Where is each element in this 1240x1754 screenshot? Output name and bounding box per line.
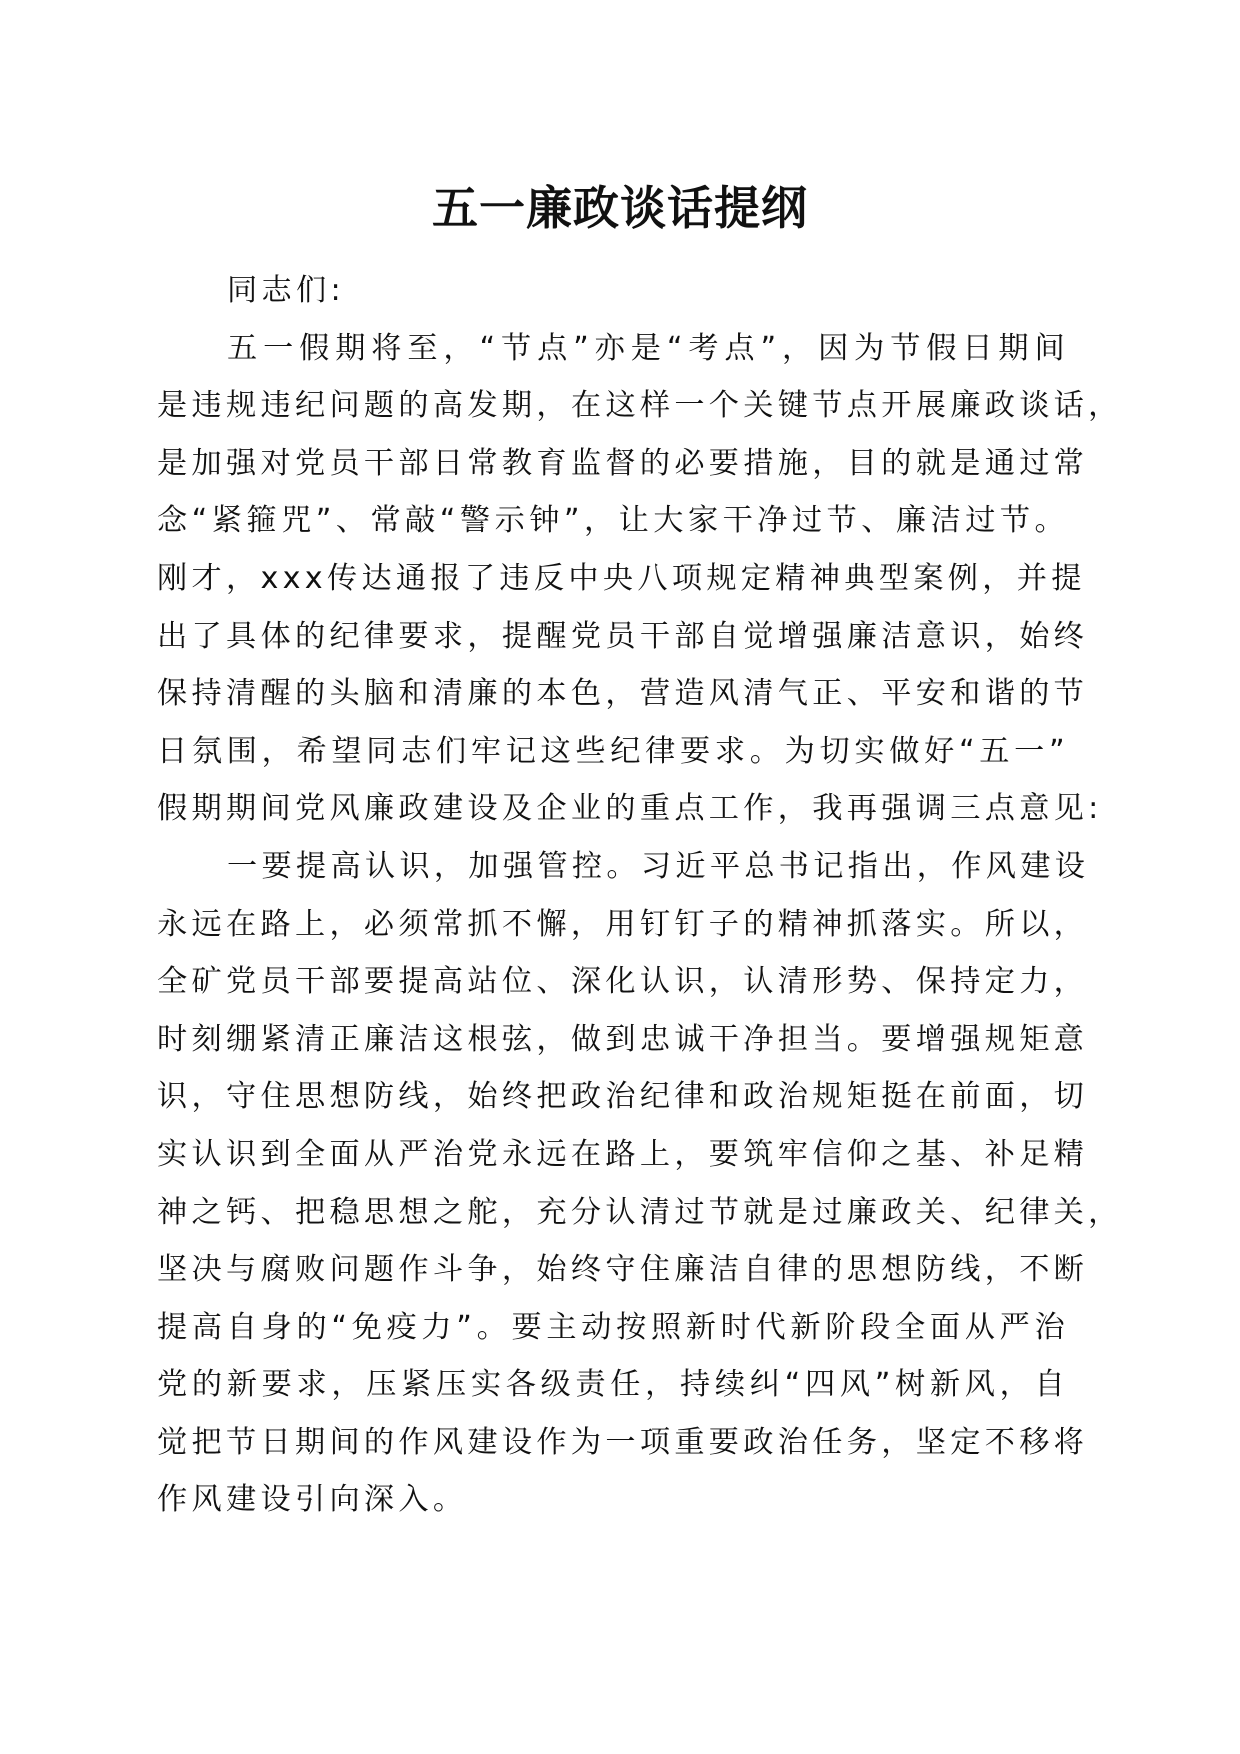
paragraph-line: 刚才，xxx传达通报了违反中央八项规定精神典型案例，并提 — [157, 560, 1086, 596]
paragraph-line: 实认识到全面从严治党永远在路上，要筑牢信仰之基、补足精 — [157, 1136, 1089, 1172]
paragraph-line: 一要提高认识，加强管控。习近平总书记指出，作风建设 — [227, 848, 1090, 884]
paragraph-line: 作风建设引向深入。 — [157, 1482, 468, 1518]
paragraph-line: 全矿党员干部要提高站位、深化认识，认清形势、保持定力， — [157, 964, 1089, 1000]
paragraph-line: 时刻绷紧清正廉洁这根弦，做到忠诚干净担当。要增强规矩意 — [157, 1021, 1089, 1057]
paragraph-line: 识，守住思想防线，始终把政治纪律和政治规矩挺在前面，切 — [157, 1079, 1089, 1115]
paragraph-line: 是加强对党员干部日常教育监督的必要措施，目的就是通过常 — [157, 445, 1089, 481]
paragraph-line: 念“紧箍咒”、常敲“警示钟”，让大家干净过节、廉洁过节。 — [157, 503, 1069, 539]
paragraph-line: 五一假期将至，“节点”亦是“考点”，因为节假日期间 — [227, 330, 1069, 366]
salutation-line: 同志们: — [227, 273, 345, 308]
paragraph-line: 觉把节日期间的作风建设作为一项重要政治任务，坚定不移将 — [157, 1424, 1089, 1460]
paragraph-line: 神之钙、把稳思想之舵，充分认清过节就是过廉政关、纪律关， — [157, 1194, 1123, 1230]
document-title: 五一廉政谈话提纲 — [432, 181, 808, 235]
paragraph-line: 出了具体的纪律要求，提醒党员干部自觉增强廉洁意识，始终 — [157, 618, 1089, 654]
paragraph-line: 永远在路上，必须常抓不懈，用钉钉子的精神抓落实。所以， — [157, 906, 1089, 942]
paragraph-line: 党的新要求，压紧压实各级责任，持续纠“四风”树新风，自 — [157, 1367, 1069, 1403]
paragraph-line: 坚决与腐败问题作斗争，始终守住廉洁自律的思想防线，不断 — [157, 1252, 1089, 1288]
paragraph-line: 提高自身的“免疫力”。要主动按照新时代新阶段全面从严治 — [157, 1309, 1069, 1345]
paragraph-line: 假期期间党风廉政建设及企业的重点工作，我再强调三点意见: — [157, 791, 1103, 827]
document-body — [157, 262, 1123, 1529]
paragraph-line: 日氛围，希望同志们牢记这些纪律要求。为切实做好“五一” — [157, 733, 1069, 769]
paragraph-line: 保持清醒的头脑和清廉的本色，营造风清气正、平安和谐的节 — [157, 676, 1089, 712]
paragraph-line: 是违规违纪问题的高发期，在这样一个关键节点开展廉政谈话， — [157, 388, 1123, 424]
